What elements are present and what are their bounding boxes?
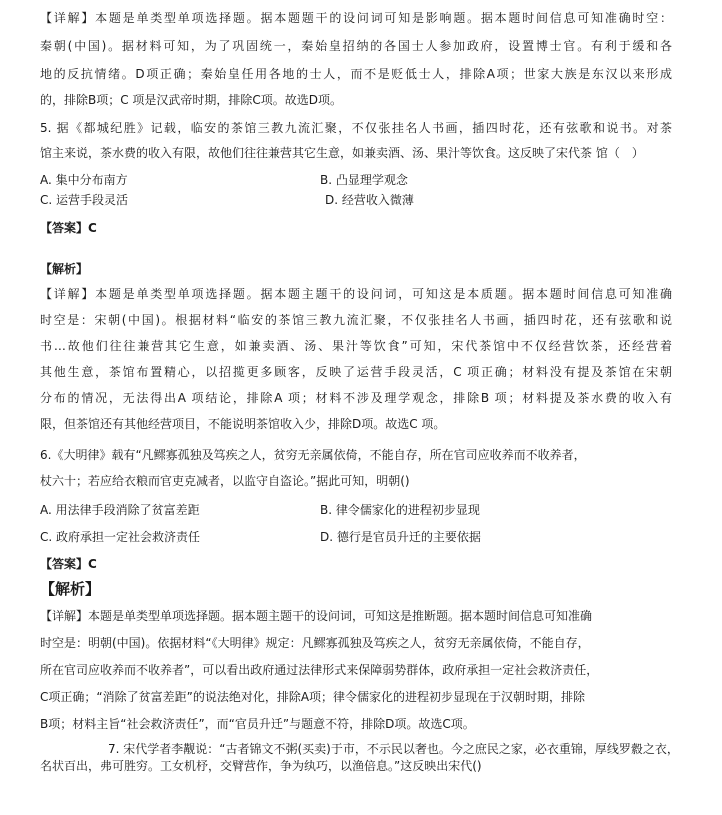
q5-option-a: A. 集中分布南方 bbox=[40, 173, 128, 187]
q6-stem-line-2: 杖六十；若应给衣粮而官吏克减者，以监守自盗论。”据此可知，明朝() bbox=[40, 474, 410, 488]
q5-analysis-line-4: 其他生意，茶馆布置精心，以招揽更多顾客，反映了运营手段灵活，C 项正确；材料没有提及茶馆在宋朝 bbox=[40, 365, 672, 379]
q6-option-b: B. 律令儒家化的进程初步显现 bbox=[320, 503, 480, 517]
q5-option-b: B. 凸显理学观念 bbox=[320, 173, 408, 187]
q6-analysis-line-1: 【详解】本题是单类型单项选择题。据本题主题干的设问词，可知这是推断题。据本题时间信息可知准确 bbox=[40, 609, 593, 623]
q6-option-c: C. 政府承担一定社会救济责任 bbox=[40, 530, 201, 544]
q5-analysis-line-2: 时空是：宋朝(中国)。根据材料“临安的茶馆三教九流汇聚，不仅张挂名人书画，插四时花，还有弦歌和说 bbox=[40, 313, 672, 327]
q5-analysis-heading: 【解析】 bbox=[40, 262, 89, 276]
q7-stem-line-1: 7. 宋代学者李觏说：“古者锦文不粥(买卖)于市，不示民以奢也。今之庶民之家，必衣重锦，厚线罗縠之衣， bbox=[108, 742, 679, 756]
block1-line-3: 地的反抗情绪。D项正确；秦始皇任用各地的士人，而不是贬低士人，排除A项；世家大族是东汉以来形成 bbox=[40, 67, 672, 81]
block1-line-1: 【详解】本题是单类型单项选择题。据本题题干的设问词可知是影响题。据本题时间信息可知准确时空： bbox=[40, 11, 672, 25]
q5-analysis-line-5: 分布的情况，无法得出A 项结论，排除A 项；材料不涉及理学观念，排除B 项；材料提及茶水费的收入有 bbox=[40, 391, 672, 405]
q6-analysis-line-5: B项；材料主旨“社会救济责任”，而“官员升迁”与题意不符，排除D项。故选C项。 bbox=[40, 717, 475, 731]
q6-analysis-heading: 【解析】 bbox=[40, 580, 101, 598]
q6-stem-line-1: 6.《大明律》载有“凡鳏寡孤独及笃疾之人，贫穷无亲属依倚，不能自存，所在官司应收养而不收养者， bbox=[40, 448, 586, 462]
q6-answer: 【答案】C bbox=[40, 557, 97, 571]
q6-option-d: D. 德行是官员升迁的主要依据 bbox=[320, 530, 481, 544]
block1-line-2: 秦朝(中国)。据材料可知，为了巩固统一，秦始皇招纳的各国士人参加政府，设置博士官。有利于缓和各 bbox=[40, 39, 672, 53]
q5-option-c: C. 运营手段灵活 bbox=[40, 193, 129, 207]
block1-line-4: 的，排除B项；C 项是汉武帝时期，排除C项。故选D项。 bbox=[40, 93, 343, 107]
q5-stem-line-1: 5. 据《都城纪胜》记载，临安的茶馆三教九流汇聚，不仅张挂名人书画，插四时花，还有弦歌和说书。对茶 bbox=[40, 121, 672, 135]
q5-analysis-line-1: 【详解】本题是单类型单项选择题。据本题主题干的设问词，可知这是本质题。据本题时间信息可知准确 bbox=[40, 287, 672, 301]
q5-option-d: D. 经营收入微薄 bbox=[325, 193, 414, 207]
q5-analysis-line-3: 书…故他们往往兼营其它生意，如兼卖酒、汤、果汁等饮食”可知，宋代茶馆中不仅经营饮茶，还经营着 bbox=[40, 339, 672, 353]
q7-stem-line-2: 名状百出，弗可胜穷。工女机杼，交臂营作，争为纨巧，以渔倍息。”这反映出宋代() bbox=[40, 759, 482, 773]
q6-option-a: A. 用法律手段消除了贫富差距 bbox=[40, 503, 200, 517]
q5-stem-line-2: 馆主来说，茶水费的收入有限，故他们往往兼营其它生意，如兼卖酒、汤、果汁等饮食。这反映了宋代茶 馆（ ） bbox=[40, 146, 644, 160]
q5-answer: 【答案】C bbox=[40, 221, 97, 235]
q6-analysis-line-4: C项正确；“消除了贫富差距”的说法绝对化，排除A项；律令儒家化的进程初步显现在于汉朝时期，排除 bbox=[40, 690, 586, 704]
q6-analysis-line-2: 时空是：明朝(中国)。依据材料“《大明律》规定：凡鳏寡孤独及笃疾之人，贫穷无亲属依倚，不能自存， bbox=[40, 636, 590, 650]
q5-analysis-line-6: 限，但茶馆还有其他经营项目，不能说明茶馆收入少，排除D项。故选C 项。 bbox=[40, 417, 446, 431]
q6-analysis-line-3: 所在官司应收养而不收养者”，可以看出政府通过法律形式来保障弱势群体，政府承担一定社会救济责任， bbox=[40, 663, 599, 677]
